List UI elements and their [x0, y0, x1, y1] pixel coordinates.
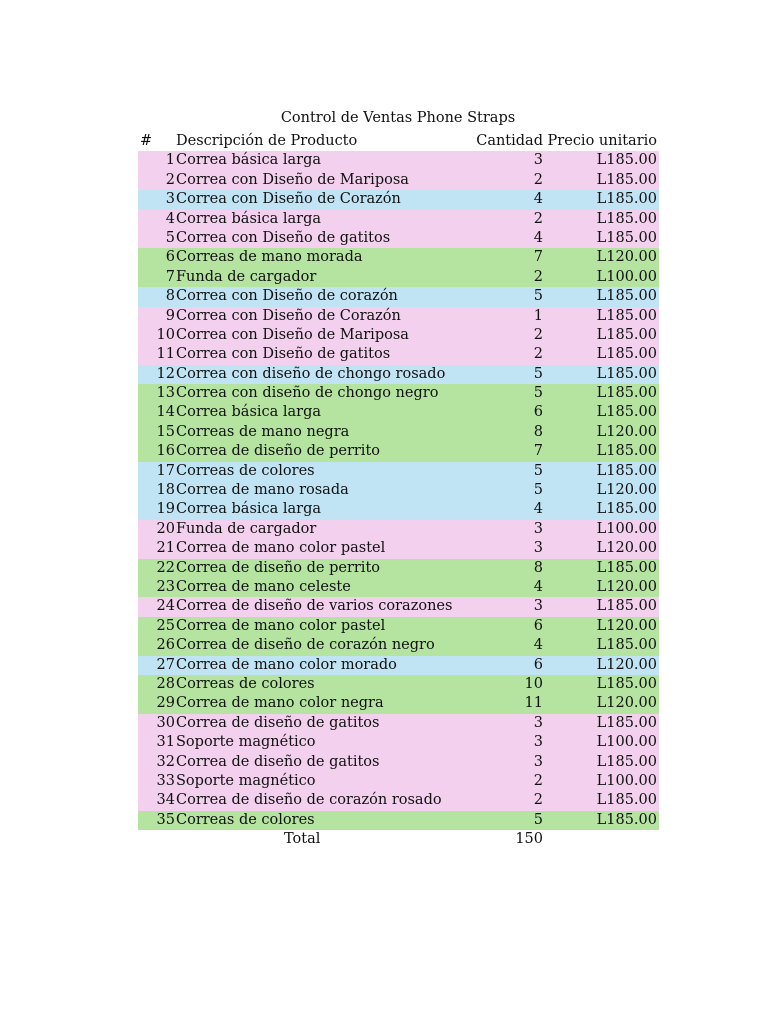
row-description: Correa con Diseño de corazón	[176, 288, 398, 305]
table-row	[138, 423, 659, 442]
row-quantity: 6	[533, 617, 543, 634]
row-description: Correas de colores	[176, 811, 315, 828]
table-row	[138, 229, 659, 248]
row-description: Correa de mano rosada	[176, 482, 349, 499]
row-unit-price: L100.00	[596, 734, 657, 751]
row-description: Correa con Diseño de gatitos	[176, 229, 391, 246]
row-unit-price: L185.00	[596, 288, 657, 305]
table-body	[138, 151, 659, 830]
row-number: 8	[165, 288, 175, 305]
row-quantity: 5	[533, 811, 543, 828]
header-number: #	[140, 133, 153, 149]
table-row	[138, 326, 659, 345]
table-row	[138, 345, 659, 364]
row-unit-price: L185.00	[596, 229, 657, 246]
header-unit-price: Precio unitario	[547, 133, 657, 149]
row-number: 30	[156, 714, 175, 731]
table-header	[138, 132, 659, 151]
row-description: Correa de mano color pastel	[176, 617, 386, 634]
row-number: 6	[165, 249, 175, 266]
row-quantity: 3	[533, 734, 543, 751]
table-row	[138, 675, 659, 694]
row-quantity: 3	[533, 598, 543, 615]
row-description: Correa con Diseño de gatitos	[176, 346, 391, 363]
row-quantity: 3	[533, 753, 543, 770]
table-row	[138, 753, 659, 772]
row-quantity: 4	[533, 191, 543, 208]
row-number: 5	[165, 229, 175, 246]
row-unit-price: L185.00	[596, 307, 657, 324]
row-number: 34	[156, 792, 175, 809]
row-quantity: 3	[533, 152, 543, 169]
row-quantity: 5	[533, 385, 543, 402]
row-quantity: 3	[533, 540, 543, 557]
row-number: 31	[156, 734, 175, 751]
row-unit-price: L185.00	[596, 501, 657, 518]
row-number: 15	[156, 423, 175, 440]
row-number: 11	[156, 346, 175, 363]
row-unit-price: L185.00	[596, 675, 657, 692]
row-unit-price: L185.00	[596, 811, 657, 828]
table-row	[138, 791, 659, 810]
table-row	[138, 597, 659, 616]
row-quantity: 7	[533, 443, 543, 460]
row-unit-price: L120.00	[596, 540, 657, 557]
sales-table	[138, 132, 659, 849]
row-quantity: 4	[533, 578, 543, 595]
row-number: 1	[165, 152, 175, 169]
row-number: 7	[165, 268, 175, 285]
table-row	[138, 733, 659, 752]
table-row	[138, 268, 659, 287]
table-row	[138, 772, 659, 791]
row-description: Correas de colores	[176, 462, 315, 479]
row-unit-price: L185.00	[596, 598, 657, 615]
row-quantity: 5	[533, 365, 543, 382]
row-description: Correa con diseño de chongo rosado	[176, 365, 446, 382]
row-description: Correa de diseño de perrito	[176, 559, 381, 576]
row-number: 17	[156, 462, 175, 479]
row-unit-price: L120.00	[596, 249, 657, 266]
row-unit-price: L120.00	[596, 423, 657, 440]
row-quantity: 8	[533, 423, 543, 440]
row-quantity: 6	[533, 404, 543, 421]
table-row	[138, 403, 659, 422]
row-quantity: 3	[533, 520, 543, 537]
total-label: Total	[284, 831, 321, 848]
table-row	[138, 287, 659, 306]
row-quantity: 4	[533, 637, 543, 654]
row-description: Correa con Diseño de Corazón	[176, 191, 401, 208]
row-unit-price: L185.00	[596, 753, 657, 770]
row-description: Correa de mano celeste	[176, 578, 351, 595]
row-quantity: 2	[533, 772, 543, 789]
header-quantity: Cantidad	[476, 133, 543, 149]
row-unit-price: L185.00	[596, 346, 657, 363]
row-quantity: 2	[533, 171, 543, 188]
row-quantity: 3	[533, 714, 543, 731]
row-number: 18	[156, 482, 175, 499]
row-unit-price: L120.00	[596, 656, 657, 673]
table-row	[138, 520, 659, 539]
row-number: 24	[156, 598, 175, 615]
row-description: Correas de mano negra	[176, 423, 350, 440]
row-description: Correa de diseño de corazón rosado	[176, 792, 442, 809]
row-unit-price: L185.00	[596, 404, 657, 421]
row-unit-price: L185.00	[596, 152, 657, 169]
row-quantity: 2	[533, 346, 543, 363]
row-quantity: 2	[533, 268, 543, 285]
row-unit-price: L185.00	[596, 637, 657, 654]
row-number: 2	[165, 171, 175, 188]
table-row	[138, 462, 659, 481]
table-row	[138, 210, 659, 229]
row-unit-price: L100.00	[596, 268, 657, 285]
row-unit-price: L185.00	[596, 365, 657, 382]
row-description: Correa básica larga	[176, 501, 322, 518]
row-description: Correa de mano color pastel	[176, 540, 386, 557]
row-unit-price: L185.00	[596, 385, 657, 402]
table-row	[138, 442, 659, 461]
table-row	[138, 307, 659, 326]
row-description: Correas de colores	[176, 675, 315, 692]
row-quantity: 2	[533, 210, 543, 227]
table-row	[138, 539, 659, 558]
row-unit-price: L100.00	[596, 772, 657, 789]
row-description: Correa de mano color negra	[176, 695, 384, 712]
table-row	[138, 365, 659, 384]
row-number: 4	[165, 210, 175, 227]
row-unit-price: L120.00	[596, 482, 657, 499]
table-row	[138, 636, 659, 655]
row-unit-price: L185.00	[596, 171, 657, 188]
row-number: 16	[156, 443, 175, 460]
row-description: Correa de diseño de gatitos	[176, 714, 380, 731]
row-description: Correa con diseño de chongo negro	[176, 385, 439, 402]
table-row	[138, 500, 659, 519]
row-description: Correa con Diseño de Corazón	[176, 307, 401, 324]
row-unit-price: L185.00	[596, 210, 657, 227]
row-unit-price: L120.00	[596, 695, 657, 712]
row-number: 35	[156, 811, 175, 828]
row-number: 22	[156, 559, 175, 576]
row-description: Correa básica larga	[176, 152, 322, 169]
row-number: 3	[165, 191, 175, 208]
table-row	[138, 384, 659, 403]
row-number: 25	[156, 617, 175, 634]
header-description: Descripción de Producto	[176, 133, 358, 149]
total-quantity: 150	[515, 831, 543, 848]
row-number: 9	[165, 307, 175, 324]
table-row	[138, 617, 659, 636]
row-quantity: 2	[533, 326, 543, 343]
row-number: 20	[156, 520, 175, 537]
row-number: 28	[156, 675, 175, 692]
row-description: Correa de diseño de gatitos	[176, 753, 380, 770]
table-row	[138, 481, 659, 500]
row-description: Correa de diseño de perrito	[176, 443, 381, 460]
row-quantity: 5	[533, 288, 543, 305]
table-row	[138, 559, 659, 578]
row-quantity: 4	[533, 229, 543, 246]
row-description: Correa de mano color morado	[176, 656, 397, 673]
row-description: Correas de mano morada	[176, 249, 363, 266]
row-description: Funda de cargador	[176, 520, 317, 537]
row-number: 19	[156, 501, 175, 518]
row-unit-price: L185.00	[596, 714, 657, 731]
row-number: 10	[156, 326, 175, 343]
table-row	[138, 190, 659, 209]
row-description: Correa de diseño de corazón negro	[176, 637, 435, 654]
row-number: 26	[156, 637, 175, 654]
row-description: Soporte magnético	[176, 772, 316, 789]
row-unit-price: L185.00	[596, 792, 657, 809]
row-number: 13	[156, 385, 175, 402]
table-row	[138, 811, 659, 830]
row-quantity: 2	[533, 792, 543, 809]
row-number: 23	[156, 578, 175, 595]
table-row	[138, 656, 659, 675]
row-unit-price: L120.00	[596, 617, 657, 634]
row-unit-price: L185.00	[596, 462, 657, 479]
row-unit-price: L100.00	[596, 520, 657, 537]
row-quantity: 5	[533, 482, 543, 499]
sheet-title: Control de Ventas Phone Straps	[280, 110, 516, 126]
table-row	[138, 248, 659, 267]
row-unit-price: L185.00	[596, 559, 657, 576]
row-number: 12	[156, 365, 175, 382]
row-description: Correa con Diseño de Mariposa	[176, 171, 409, 188]
row-description: Soporte magnético	[176, 734, 316, 751]
row-number: 21	[156, 540, 175, 557]
table-row	[138, 694, 659, 713]
total-row	[138, 830, 659, 849]
row-unit-price: L185.00	[596, 326, 657, 343]
row-quantity: 1	[533, 307, 543, 324]
row-unit-price: L120.00	[596, 578, 657, 595]
table-row	[138, 151, 659, 170]
row-quantity: 8	[533, 559, 543, 576]
row-quantity: 10	[524, 675, 543, 692]
row-description: Correa de diseño de varios corazones	[176, 598, 453, 615]
row-description: Correa con Diseño de Mariposa	[176, 326, 409, 343]
row-description: Correa básica larga	[176, 210, 322, 227]
row-quantity: 6	[533, 656, 543, 673]
row-unit-price: L185.00	[596, 443, 657, 460]
table-row	[138, 578, 659, 597]
row-number: 14	[156, 404, 175, 421]
row-description: Funda de cargador	[176, 268, 317, 285]
row-description: Correa básica larga	[176, 404, 322, 421]
row-quantity: 11	[524, 695, 543, 712]
table-row	[138, 171, 659, 190]
table-row	[138, 714, 659, 733]
row-quantity: 4	[533, 501, 543, 518]
row-number: 32	[156, 753, 175, 770]
row-number: 27	[156, 656, 175, 673]
row-number: 29	[156, 695, 175, 712]
row-number: 33	[156, 772, 175, 789]
row-quantity: 7	[533, 249, 543, 266]
row-quantity: 5	[533, 462, 543, 479]
row-unit-price: L185.00	[596, 191, 657, 208]
